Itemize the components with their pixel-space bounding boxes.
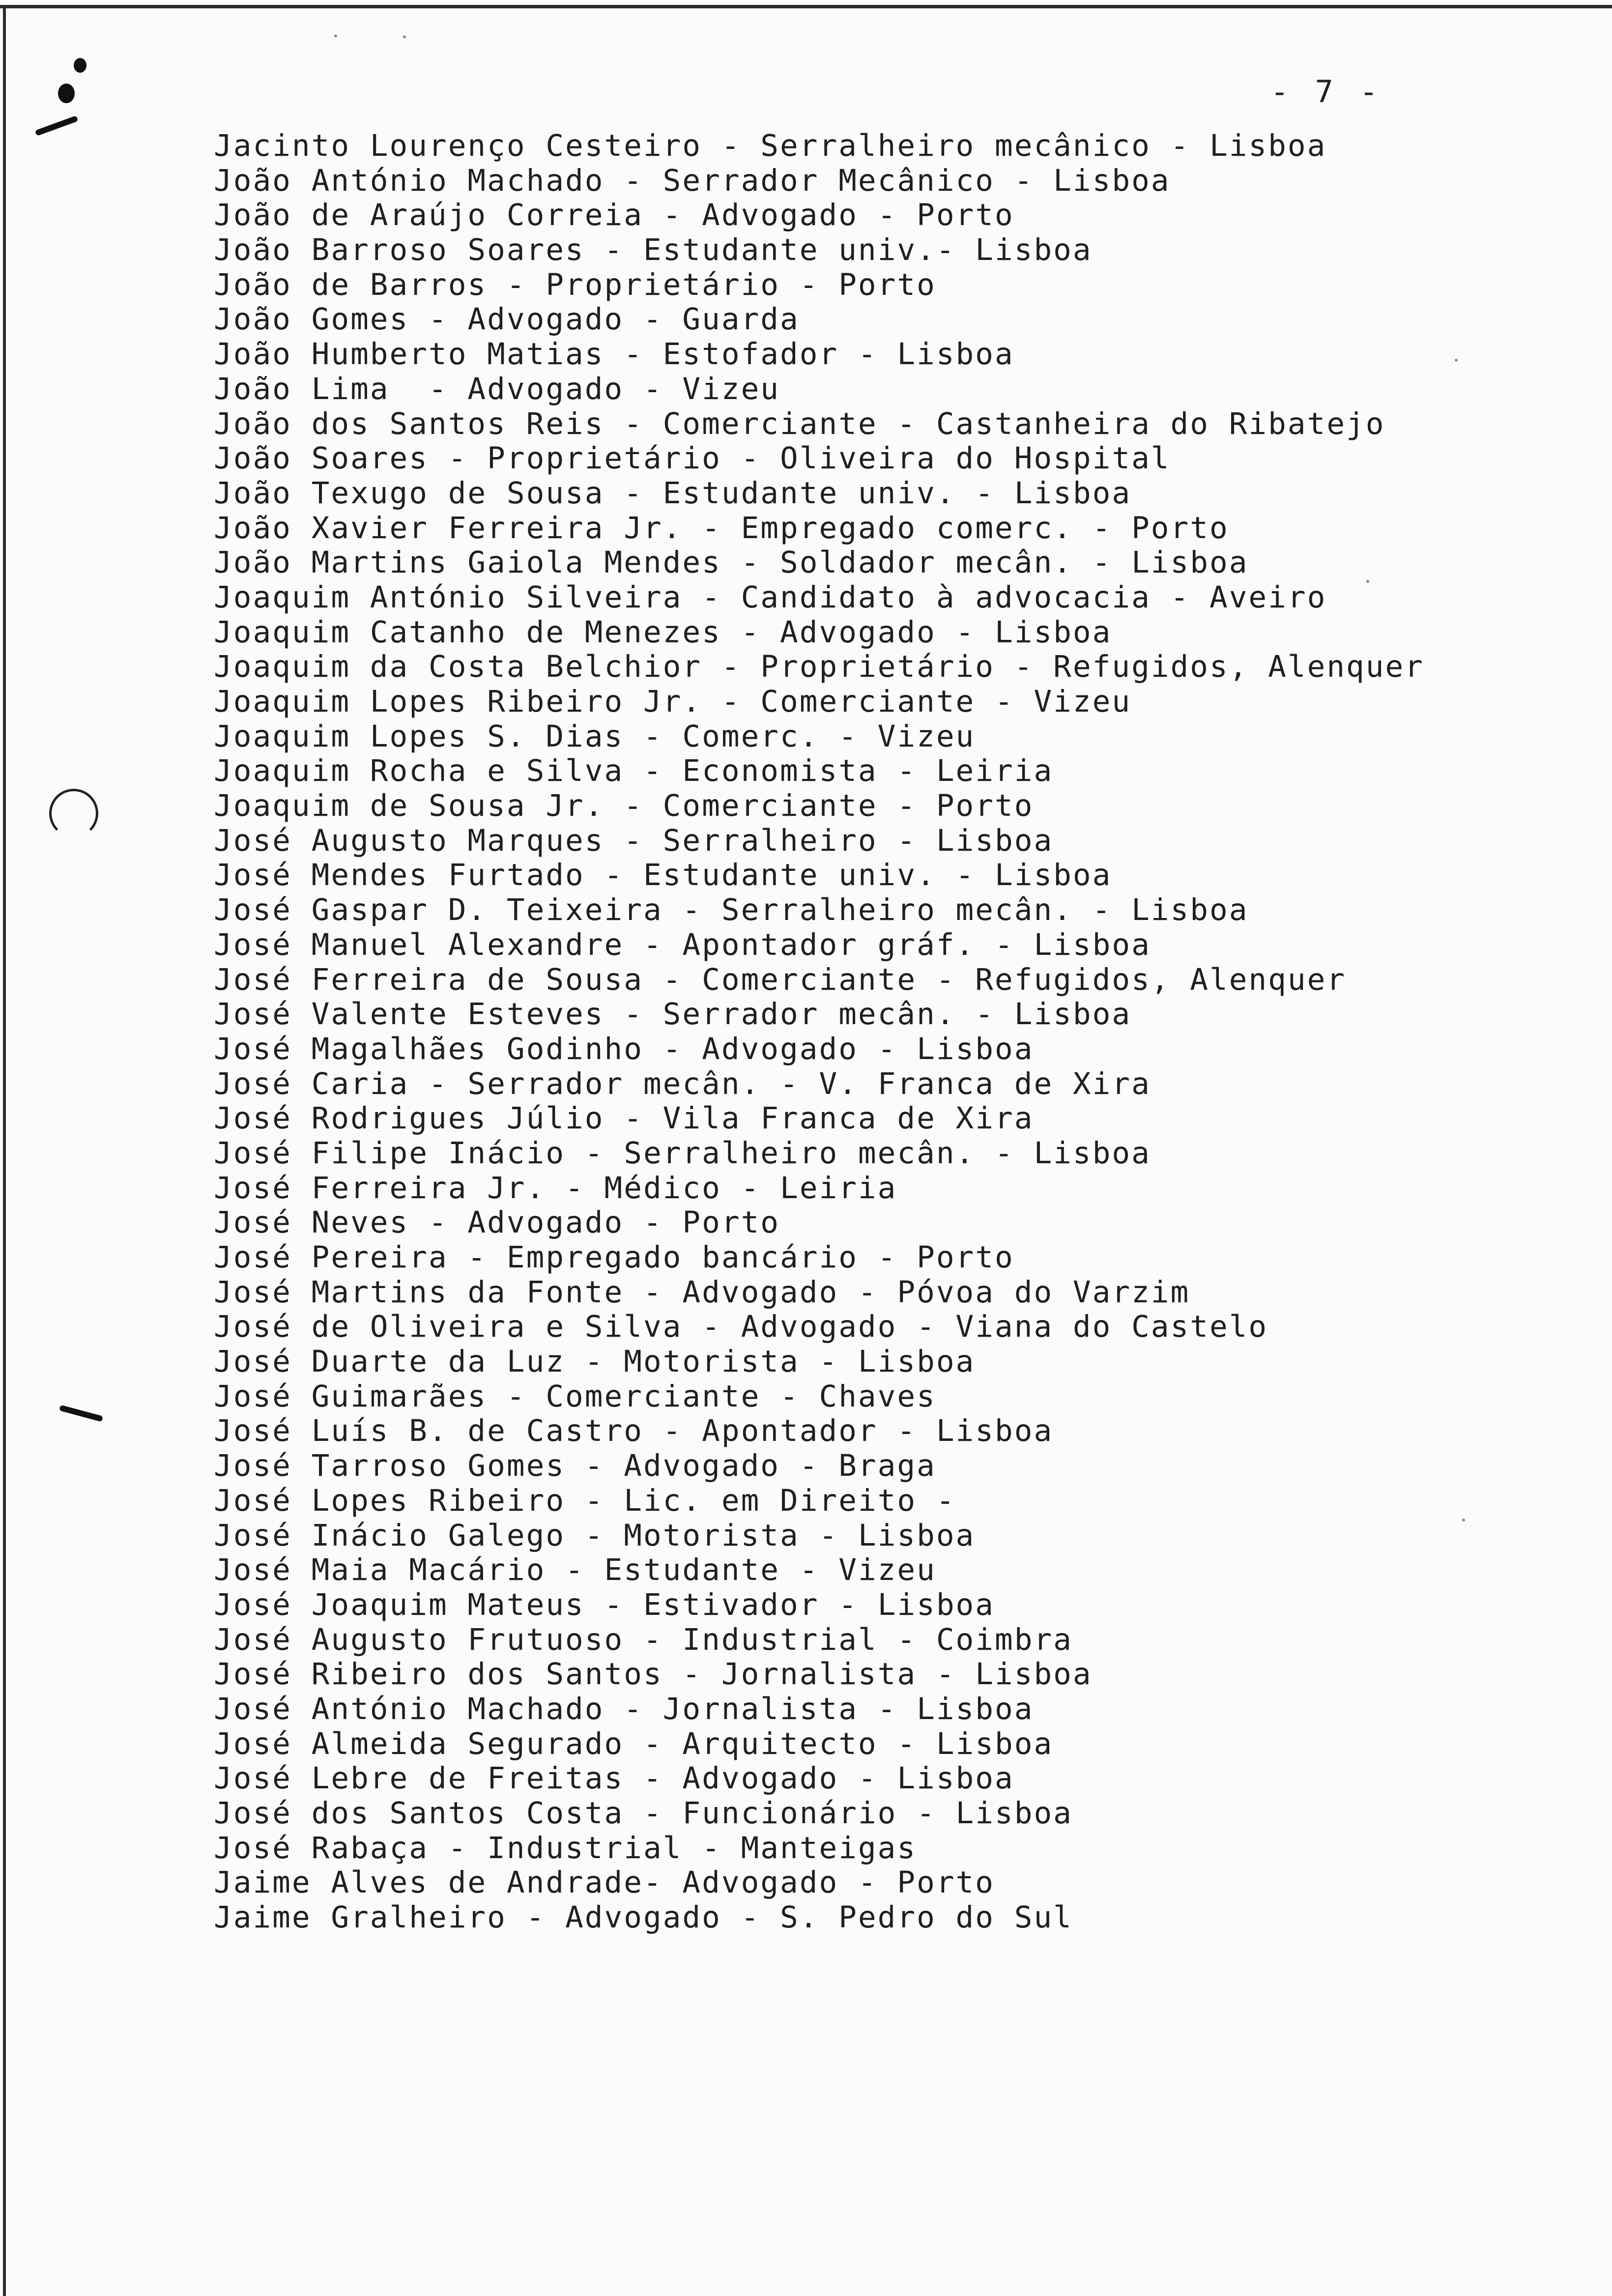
list-item: José Maia Macário - Estudante - Vizeu: [214, 1552, 936, 1588]
list-item: José Manuel Alexandre - Apontador gráf. - Lisboa: [214, 927, 1151, 962]
scan-edge-top: [0, 5, 1612, 8]
list-item: José Rabaça - Industrial - Manteigas: [214, 1830, 917, 1866]
scan-speck: [403, 35, 406, 38]
list-item: Jacinto Lourenço Cesteiro - Serralheiro mecânico - Lisboa: [214, 128, 1327, 163]
page-number: - 7 -: [1270, 74, 1382, 110]
list-item: João dos Santos Reis - Comerciante - Castanheira do Ribatejo: [214, 406, 1385, 441]
scan-edge-left: [3, 5, 6, 2296]
list-item: José Caria - Serrador mecân. - V. Franca de Xira: [214, 1066, 1151, 1101]
list-item: José Lopes Ribeiro - Lic. em Direito -: [214, 1483, 956, 1518]
list-item: José Inácio Galego - Motorista - Lisboa: [214, 1518, 976, 1553]
list-item: José Rodrigues Júlio - Vila Franca de Xira: [214, 1101, 1034, 1136]
list-item: José Augusto Frutuoso - Industrial - Coimbra: [214, 1622, 1073, 1657]
margin-mark: [59, 1405, 103, 1422]
list-item: José Ferreira de Sousa - Comerciante - Refugidos, Alenquer: [214, 962, 1347, 997]
list-item: João Barroso Soares - Estudante univ.- Lisboa: [214, 232, 1093, 268]
list-item: Joaquim Catanho de Menezes - Advogado - Lisboa: [214, 614, 1112, 650]
scan-speck: [1462, 1519, 1465, 1521]
list-item: Jaime Gralheiro - Advogado - S. Pedro do Sul: [214, 1900, 1073, 1935]
list-item: Joaquim Rocha e Silva - Economista - Leiria: [214, 753, 1054, 789]
list-item: José Ferreira Jr. - Médico - Leiria: [214, 1170, 897, 1205]
list-item: José Augusto Marques - Serralheiro - Lisboa: [214, 823, 1054, 858]
ink-blot: [74, 58, 86, 73]
list-item: João Gomes - Advogado - Guarda: [214, 302, 800, 337]
list-item: Jaime Alves de Andrade- Advogado - Porto: [214, 1865, 995, 1900]
list-item: João Texugo de Sousa - Estudante univ. - Lisboa: [214, 475, 1132, 511]
list-item: José Valente Esteves - Serrador mecân. - Lisboa: [214, 997, 1132, 1032]
list-item: Joaquim de Sousa Jr. - Comerciante - Porto: [214, 788, 1034, 824]
list-item: José António Machado - Jornalista - Lisboa: [214, 1691, 1034, 1726]
list-item: José Gaspar D. Teixeira - Serralheiro mecân. - Lisboa: [214, 892, 1249, 928]
list-item: José Neves - Advogado - Porto: [214, 1205, 780, 1240]
list-item: Joaquim da Costa Belchior - Proprietário - Refugidos, Alenquer: [214, 649, 1424, 685]
list-item: João Xavier Ferreira Jr. - Empregado comerc. - Porto: [214, 510, 1229, 545]
list-item: João de Barros - Proprietário - Porto: [214, 267, 936, 302]
name-list: [214, 129, 1424, 1935]
list-item: José de Oliveira e Silva - Advogado - Viana do Castelo: [214, 1309, 1268, 1345]
list-item: José Martins da Fonte - Advogado - Póvoa do Varzim: [214, 1274, 1190, 1310]
ink-blot: [58, 84, 75, 103]
list-item: José Luís B. de Castro - Apontador - Lisboa: [214, 1413, 1054, 1449]
list-item: João Soares - Proprietário - Oliveira do Hospital: [214, 441, 1171, 476]
scan-speck: [334, 34, 337, 37]
list-item: Joaquim Lopes Ribeiro Jr. - Comerciante - Vizeu: [214, 684, 1132, 719]
list-item: José Pereira - Empregado bancário - Porto: [214, 1240, 1014, 1275]
list-item: José Guimarães - Comerciante - Chaves: [214, 1378, 936, 1414]
list-item: José Mendes Furtado - Estudante univ. - Lisboa: [214, 858, 1112, 893]
punch-hole-mark: [49, 789, 98, 838]
list-item: José Ribeiro dos Santos - Jornalista - Lisboa: [214, 1657, 1093, 1692]
list-item: José Lebre de Freitas - Advogado - Lisboa: [214, 1761, 1014, 1796]
list-item: Joaquim Lopes S. Dias - Comerc. - Vizeu: [214, 718, 976, 754]
list-item: José Duarte da Luz - Motorista - Lisboa: [214, 1344, 976, 1379]
list-item: José Tarroso Gomes - Advogado - Braga: [214, 1448, 936, 1484]
list-item: João António Machado - Serrador Mecânico - Lisboa: [214, 163, 1171, 198]
list-item: José Magalhães Godinho - Advogado - Lisboa: [214, 1031, 1034, 1066]
list-item: José Filipe Inácio - Serralheiro mecân. - Lisboa: [214, 1135, 1151, 1171]
list-item: João Lima - Advogado - Vizeu: [214, 371, 780, 406]
list-item: João Martins Gaiola Mendes - Soldador mecân. - Lisboa: [214, 545, 1249, 580]
list-item: João de Araújo Correia - Advogado - Porto: [214, 198, 1014, 233]
list-item: José Joaquim Mateus - Estivador - Lisboa: [214, 1587, 995, 1622]
margin-mark: [35, 115, 79, 136]
list-item: João Humberto Matias - Estofador - Lisboa: [214, 337, 1014, 372]
list-item: Joaquim António Silveira - Candidato à advocacia - Aveiro: [214, 579, 1327, 615]
list-item: José Almeida Segurado - Arquitecto - Lisboa: [214, 1726, 1054, 1761]
list-item: José dos Santos Costa - Funcionário - Lisboa: [214, 1796, 1073, 1831]
scan-speck: [1455, 359, 1458, 362]
